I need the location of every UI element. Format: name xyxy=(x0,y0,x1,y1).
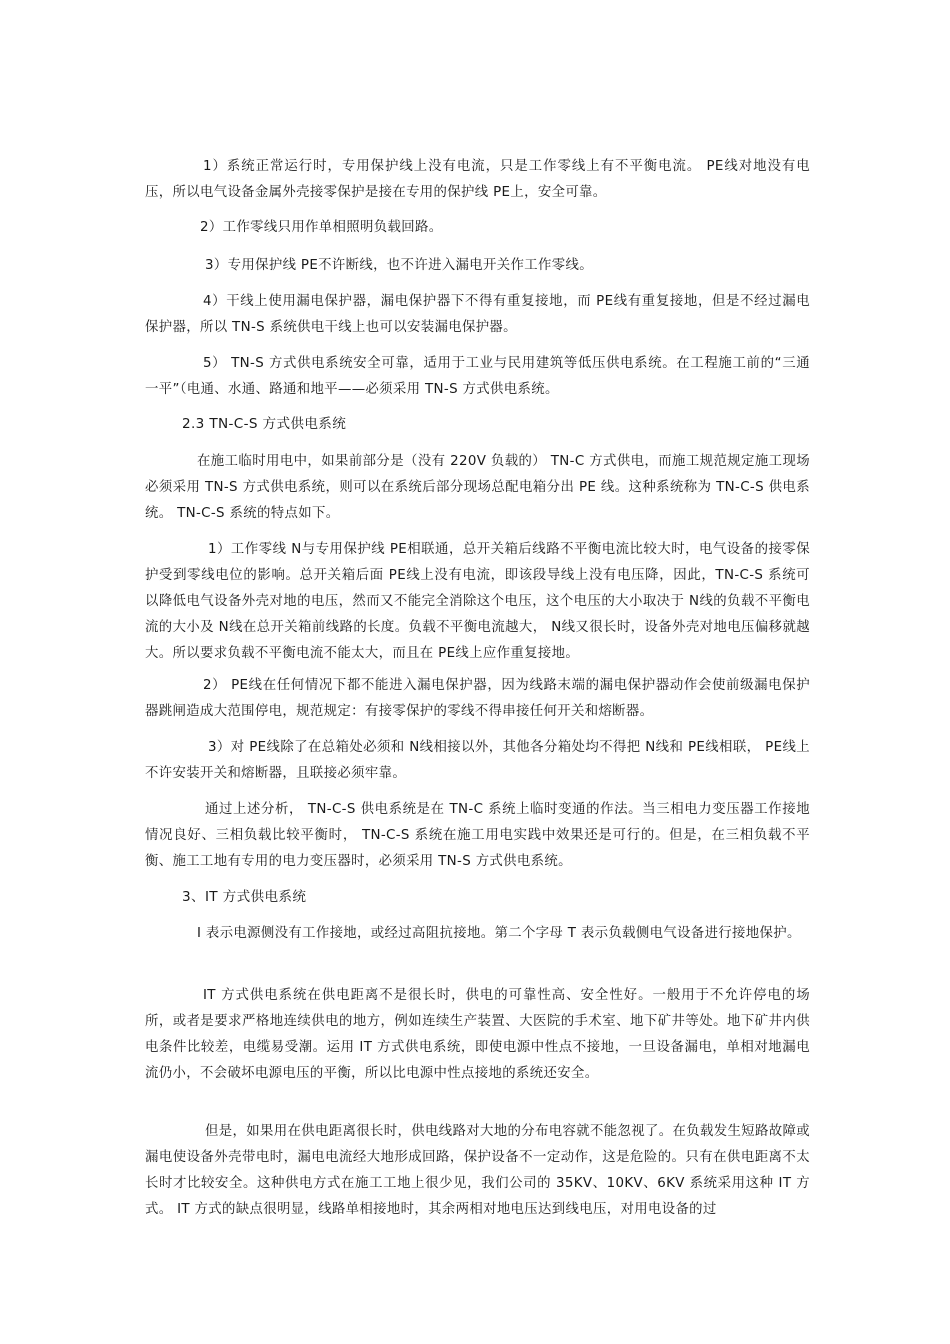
paragraph-tn-s-feature-2: 2）工作零线只用作单相照明负载回路。 xyxy=(200,220,443,235)
paragraph-tn-c-s-feature-2: 2） PE线在任何情况下都不能进入漏电保护器，因为线路末端的漏电保护器动作会使前级漏电保护器跳闸造成大范围停电，规范规定：有接零保护的零线不得串接任何开关和熔断器。 xyxy=(145,678,810,719)
paragraph-tn-c-s-analysis: 通过上述分析， TN-C-S 供电系统是在 TN-C 系统上临时变通的作法。当三相电力变压器工作接地情况良好、三相负载比较平衡时， TN-C-S 系统在施工用电实践中效果还是可行的。但是，在三相负载不平衡、施工工地有专用的电力变压器时，必须采用 TN-S 方式供电系统。 xyxy=(145,802,810,869)
paragraph-tn-s-feature-1: 1）系统正常运行时，专用保护线上没有电流，只是工作零线上有不平衡电流。 PE线对地没有电压，所以电气设备金属外壳接零保护是接在专用的保护线 PE上，安全可靠。 xyxy=(145,159,810,200)
section-heading-tn-c-s: 2.3 TN-C-S 方式供电系统 xyxy=(182,416,347,432)
paragraph-it-limitations: 但是，如果用在供电距离很长时，供电线路对大地的分布电容就不能忽视了。在负载发生短路故障或漏电使设备外壳带电时，漏电电流经大地形成回路，保护设备不一定动作，这是危险的。只有在供电距离不太长时才比较安全。这种供电方式在施工工地上很少见，我们公司的 35KV、10KV、6KV 系统采用这种 IT 方式。 IT 方式的缺点很明显，线路单相接地时，其余两相对地电压达到线电压，对用电设备的过 xyxy=(145,1124,810,1217)
paragraph-it-definition: I 表示电源侧没有工作接地，或经过高阻抗接地。第二个字母 T 表示负载侧电气设备进行接地保护。 xyxy=(197,926,801,941)
section-heading-it: 3、IT 方式供电系统 xyxy=(182,889,307,905)
paragraph-tn-c-s-intro: 在施工临时用电中，如果前部分是（没有 220V 负载的） TN-C 方式供电，而施工规范规定施工现场必须采用 TN-S 方式供电系统，则可以在系统后部分现场总配电箱分出 PE 线。这种系统称为 TN-C-S 供电系统。 TN-C-S 系统的特点如下。 xyxy=(145,454,810,521)
paragraph-tn-s-feature-5: 5） TN-S 方式供电系统安全可靠，适用于工业与民用建筑等低压供电系统。在工程施工前的“三通一平”（电通、水通、路通和地平——必须采用 TN-S 方式供电系统。 xyxy=(145,356,810,397)
paragraph-it-advantages: IT 方式供电系统在供电距离不是很长时，供电的可靠性高、安全性好。一般用于不允许停电的场所，或者是要求严格地连续供电的地方，例如连续生产装置、大医院的手术室、地下矿井等处。地下矿井内供电条件比较差，电缆易受潮。运用 IT 方式供电系统，即使电源中性点不接地，一旦设备漏电，单相对地漏电流仍小，不会破坏电源电压的平衡，所以比电源中性点接地的系统还安全。 xyxy=(145,988,810,1081)
paragraph-tn-c-s-feature-1: 1）工作零线 N与专用保护线 PE相联通，总开关箱后线路不平衡电流比较大时，电气设备的接零保护受到零线电位的影响。总开关箱后面 PE线上没有电流，即该段导线上没有电压降，因此，TN-C-S 系统可以降低电气设备外壳对地的电压，然而又不能完全消除这个电压，这个电压的大小取决于 N线的负载不平衡电流的大小及 N线在总开关箱前线路的长度。负载不平衡电流越大， N线又很长时，设备外壳对地电压偏移就越大。所以要求负载不平衡电流不能太大，而且在 PE线上应作重复接地。 xyxy=(145,542,810,661)
paragraph-tn-c-s-feature-3: 3）对 PE线除了在总箱处必须和 N线相接以外，其他各分箱处均不得把 N线和 PE线相联， PE线上不许安装开关和熔断器，且联接必须牢靠。 xyxy=(145,740,810,781)
paragraph-tn-s-feature-4: 4）干线上使用漏电保护器，漏电保护器下不得有重复接地，而 PE线有重复接地，但是不经过漏电保护器，所以 TN-S 系统供电干线上也可以安装漏电保护器。 xyxy=(145,294,810,335)
paragraph-tn-s-feature-3: 3）专用保护线 PE不许断线，也不许进入漏电开关作工作零线。 xyxy=(205,258,593,273)
